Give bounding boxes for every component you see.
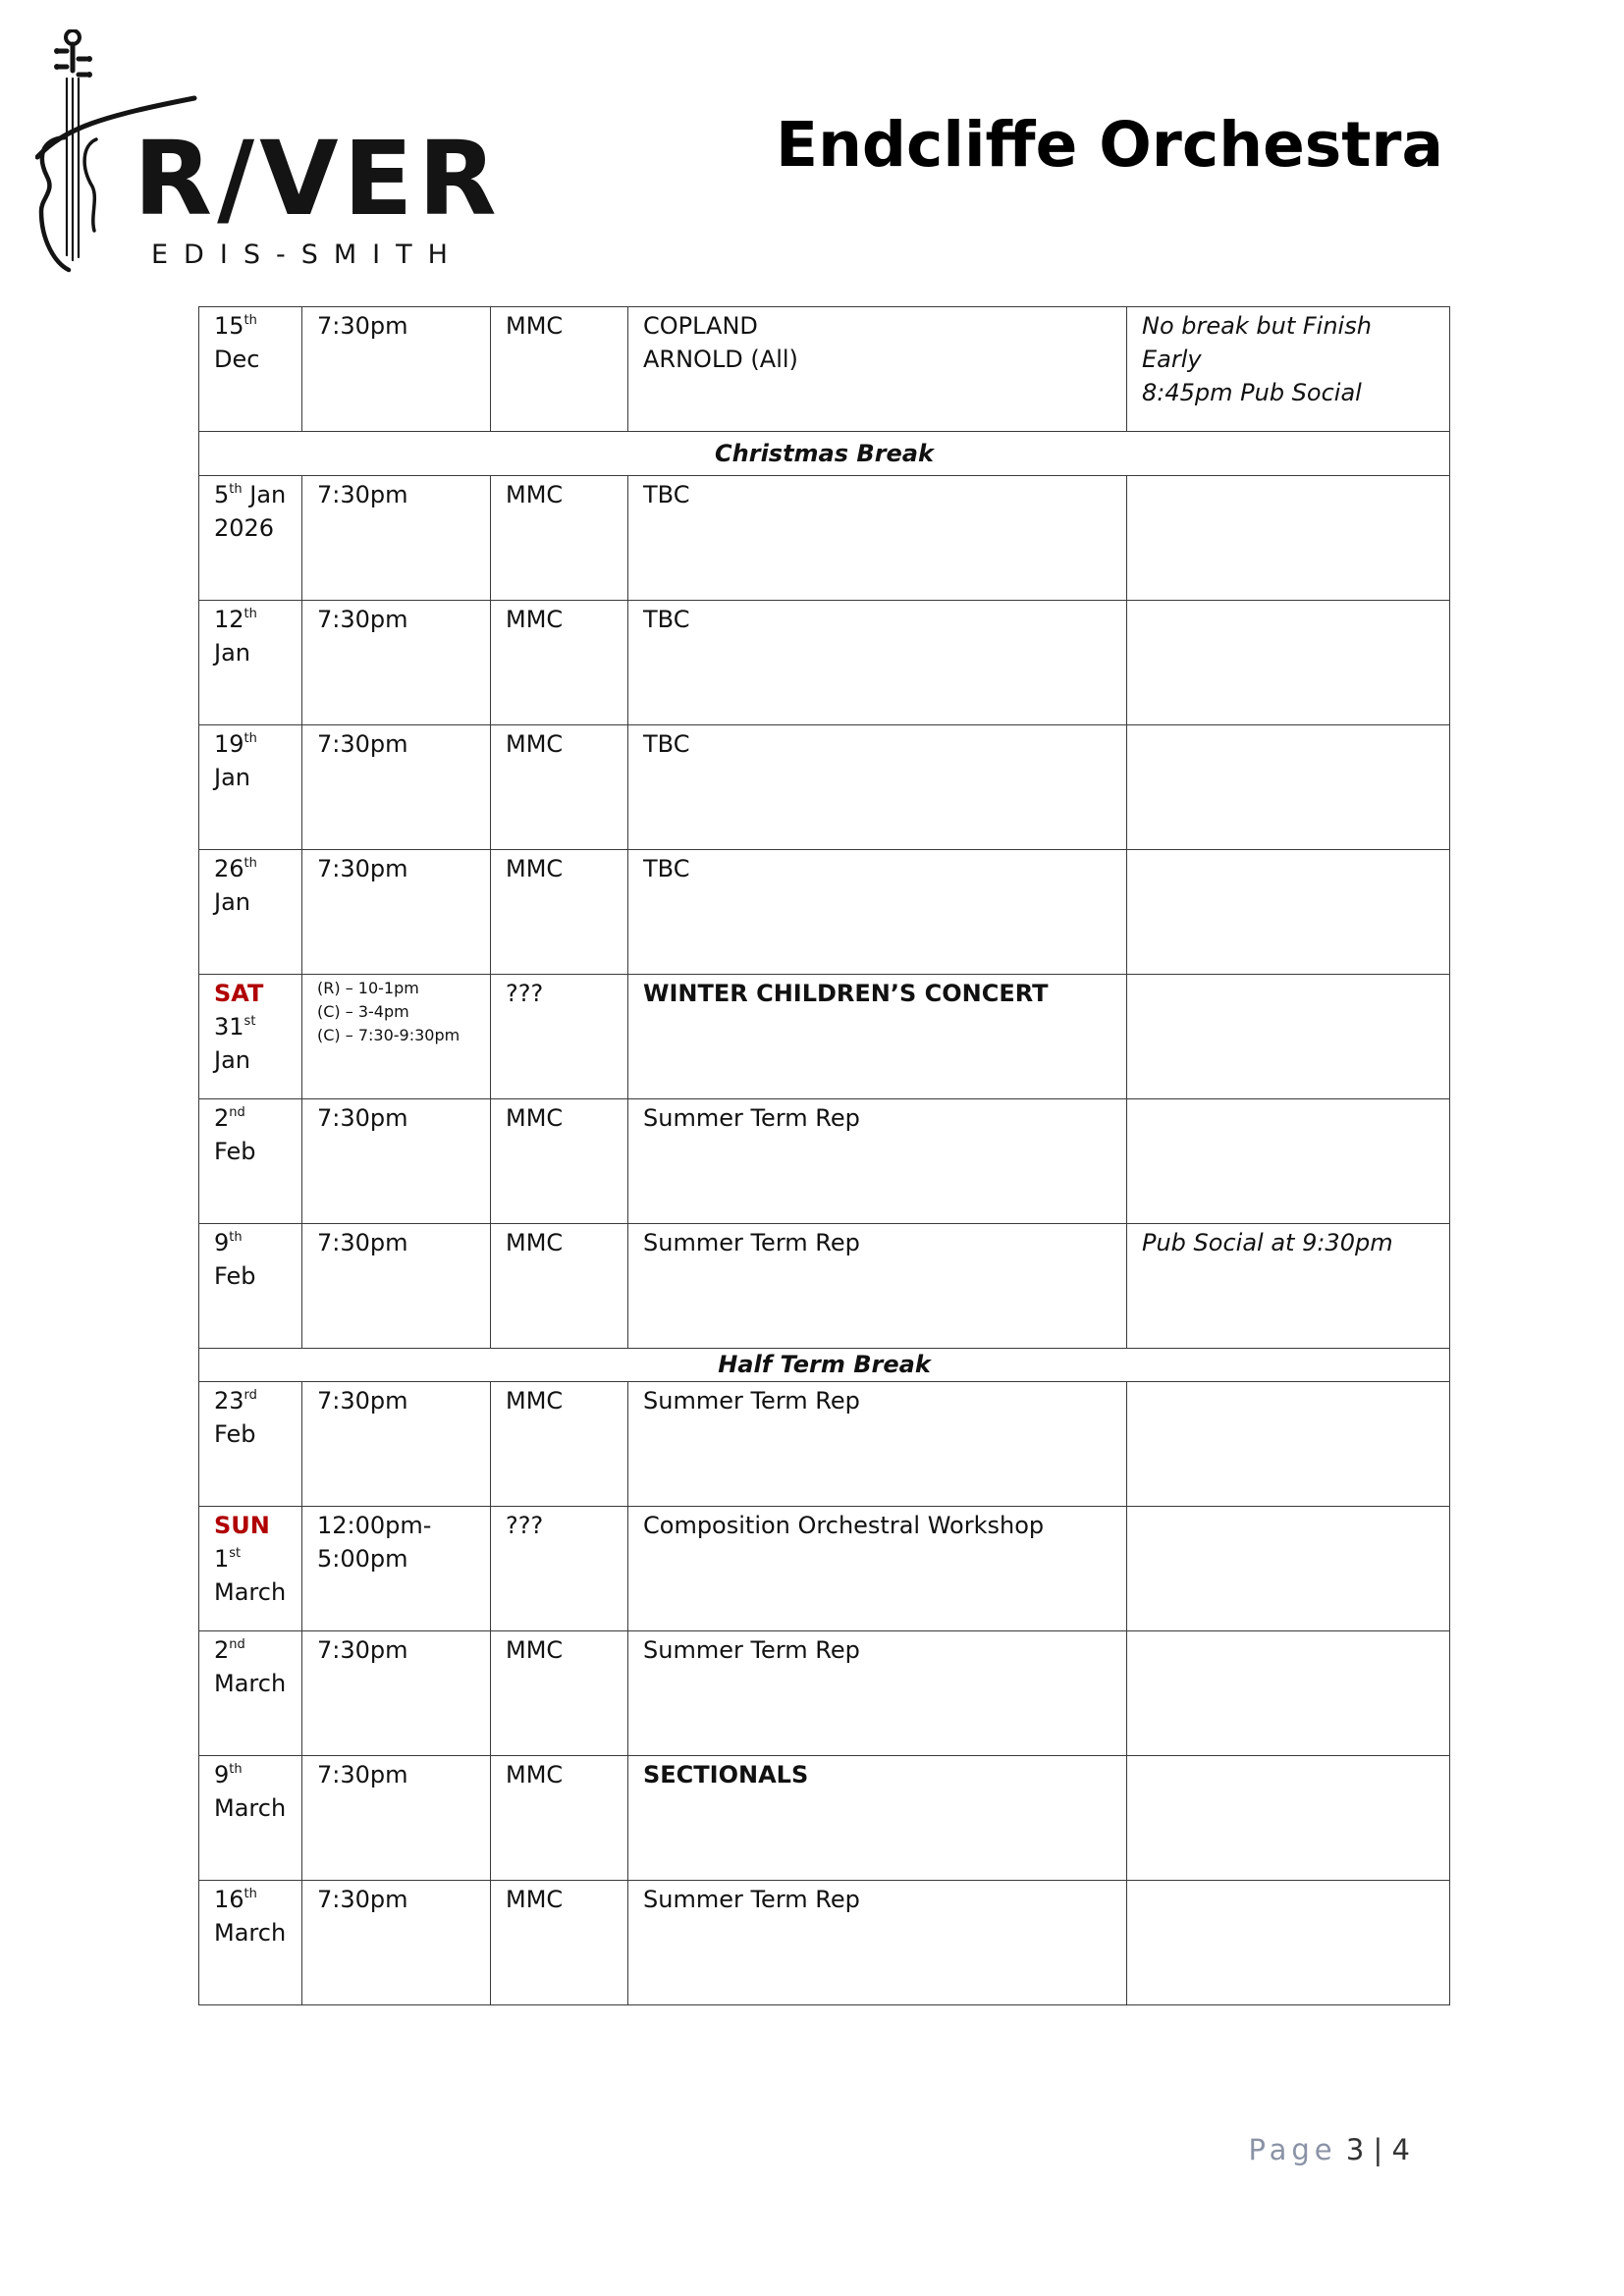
program-cell: Summer Term Rep <box>628 1224 1127 1349</box>
day-ordinal: rd <box>244 1388 257 1403</box>
page-total: 4 <box>1391 2133 1410 2166</box>
program-cell: WINTER CHILDREN’S CONCERT <box>628 975 1127 1099</box>
program-cell: Summer Term Rep <box>628 1881 1127 2005</box>
date-cell <box>199 850 302 975</box>
time-cell: 7:30pm <box>302 307 491 432</box>
venue-cell: MMC <box>491 1631 628 1756</box>
venue-cell: MMC <box>491 1756 628 1881</box>
date-rest: Jan <box>214 1046 250 1074</box>
venue-cell: ??? <box>491 975 628 1099</box>
program-cell: TBC <box>628 850 1127 975</box>
notes-cell <box>1127 975 1450 1099</box>
program-cell: SECTIONALS <box>628 1756 1127 1881</box>
day-number: 2 <box>214 1636 230 1664</box>
table-row <box>199 1224 1450 1349</box>
date-cell <box>199 307 302 432</box>
date-cell <box>199 1099 302 1224</box>
venue-cell: MMC <box>491 476 628 601</box>
weekday-label: SAT <box>214 980 264 1007</box>
date-rest: March <box>214 1670 287 1697</box>
program-cell: COPLAND ARNOLD (All) <box>628 307 1127 432</box>
day-number: 31 <box>214 1013 244 1041</box>
program-cell: Composition Orchestral Workshop <box>628 1507 1127 1631</box>
day-ordinal: nd <box>229 1105 245 1120</box>
document-title: Endcliffe Orchestra <box>776 109 1443 181</box>
notes-cell: Pub Social at 9:30pm <box>1127 1224 1450 1349</box>
date-rest: Feb <box>214 1262 256 1290</box>
day-number: 1 <box>214 1545 230 1573</box>
notes-cell <box>1127 1507 1450 1631</box>
date-rest: Jan <box>214 764 250 791</box>
venue-cell: MMC <box>491 1881 628 2005</box>
page-number: 3 <box>1345 2133 1365 2166</box>
date-rest: Dec <box>214 346 260 373</box>
time-cell: 7:30pm <box>302 1224 491 1349</box>
time-cell: 7:30pm <box>302 850 491 975</box>
program-cell: Summer Term Rep <box>628 1631 1127 1756</box>
table-row <box>199 1382 1450 1507</box>
time-cell: 12:00pm- 5:00pm <box>302 1507 491 1631</box>
day-number: 16 <box>214 1886 244 1913</box>
date-cell <box>199 1631 302 1756</box>
date-cell <box>199 1224 302 1349</box>
date-rest: Jan 2026 <box>214 481 287 542</box>
notes-cell <box>1127 1631 1450 1756</box>
date-cell <box>199 725 302 850</box>
day-ordinal: th <box>229 482 243 497</box>
venue-cell: MMC <box>491 307 628 432</box>
table-row <box>199 1631 1450 1756</box>
break-row <box>199 1349 1450 1382</box>
day-ordinal: nd <box>229 1637 245 1652</box>
day-number: 9 <box>214 1761 230 1789</box>
day-number: 5 <box>214 481 230 508</box>
notes-cell <box>1127 601 1450 725</box>
day-ordinal: th <box>244 607 257 621</box>
weekday-label: SUN <box>214 1512 270 1539</box>
time-cell: 7:30pm <box>302 1756 491 1881</box>
logo-wordmark: R/VER <box>134 119 502 239</box>
day-ordinal: th <box>244 856 257 871</box>
table-row <box>199 307 1450 432</box>
table-row <box>199 725 1450 850</box>
notes-cell: No break but Finish Early 8:45pm Pub Social <box>1127 307 1450 432</box>
notes-cell <box>1127 1099 1450 1224</box>
venue-cell: MMC <box>491 1099 628 1224</box>
day-ordinal: st <box>244 1014 256 1029</box>
day-ordinal: st <box>229 1546 242 1561</box>
table-row <box>199 476 1450 601</box>
time-cell: 7:30pm <box>302 476 491 601</box>
venue-cell: MMC <box>491 601 628 725</box>
time-cell: (R) – 10-1pm (C) – 3-4pm (C) – 7:30-9:30pm <box>302 975 491 1099</box>
day-number: 15 <box>214 312 244 340</box>
table-row <box>199 850 1450 975</box>
river-logo <box>35 29 502 287</box>
program-cell: TBC <box>628 725 1127 850</box>
break-row <box>199 432 1450 476</box>
date-rest: March <box>214 1578 287 1606</box>
page-label: Page <box>1248 2133 1337 2166</box>
logo-subtitle: EDIS-SMITH <box>151 240 463 270</box>
page-footer <box>1248 2133 1410 2166</box>
day-number: 23 <box>214 1387 244 1415</box>
date-cell <box>199 476 302 601</box>
day-ordinal: th <box>244 731 257 746</box>
day-number: 19 <box>214 730 244 758</box>
date-rest: March <box>214 1794 287 1822</box>
notes-cell <box>1127 850 1450 975</box>
notes-cell <box>1127 1382 1450 1507</box>
rehearsal-schedule-table <box>198 306 1450 2005</box>
day-ordinal: th <box>229 1762 243 1777</box>
time-cell: 7:30pm <box>302 1382 491 1507</box>
table-row <box>199 975 1450 1099</box>
table-row <box>199 1881 1450 2005</box>
day-ordinal: th <box>229 1230 243 1245</box>
date-cell <box>199 1507 302 1631</box>
time-cell: 7:30pm <box>302 1099 491 1224</box>
date-cell <box>199 1881 302 2005</box>
day-number: 12 <box>214 606 244 633</box>
venue-cell: MMC <box>491 850 628 975</box>
date-rest: Feb <box>214 1420 256 1448</box>
notes-cell <box>1127 725 1450 850</box>
table-row <box>199 601 1450 725</box>
venue-cell: MMC <box>491 1382 628 1507</box>
date-rest: Feb <box>214 1138 256 1165</box>
date-cell <box>199 601 302 725</box>
date-rest: March <box>214 1919 287 1947</box>
break-label: Christmas Break <box>199 432 1450 476</box>
program-cell: TBC <box>628 601 1127 725</box>
venue-cell: MMC <box>491 1224 628 1349</box>
notes-cell <box>1127 1756 1450 1881</box>
date-rest: Jan <box>214 888 250 916</box>
day-number: 26 <box>214 855 244 882</box>
page-separator: | <box>1373 2133 1383 2166</box>
date-rest: Jan <box>214 639 250 667</box>
day-ordinal: th <box>244 1887 257 1901</box>
table-row <box>199 1756 1450 1881</box>
program-cell: Summer Term Rep <box>628 1099 1127 1224</box>
time-cell: 7:30pm <box>302 1631 491 1756</box>
notes-cell <box>1127 476 1450 601</box>
day-number: 9 <box>214 1229 230 1256</box>
break-label: Half Term Break <box>199 1349 1450 1382</box>
time-cell: 7:30pm <box>302 1881 491 2005</box>
table-row <box>199 1099 1450 1224</box>
date-cell <box>199 975 302 1099</box>
venue-cell: ??? <box>491 1507 628 1631</box>
day-ordinal: th <box>244 313 257 328</box>
date-cell <box>199 1756 302 1881</box>
date-cell <box>199 1382 302 1507</box>
program-cell: Summer Term Rep <box>628 1382 1127 1507</box>
venue-cell: MMC <box>491 725 628 850</box>
time-cell: 7:30pm <box>302 601 491 725</box>
notes-cell <box>1127 1881 1450 2005</box>
table-row <box>199 1507 1450 1631</box>
day-number: 2 <box>214 1104 230 1132</box>
schedule-body <box>199 307 1450 2005</box>
time-cell: 7:30pm <box>302 725 491 850</box>
program-cell: TBC <box>628 476 1127 601</box>
